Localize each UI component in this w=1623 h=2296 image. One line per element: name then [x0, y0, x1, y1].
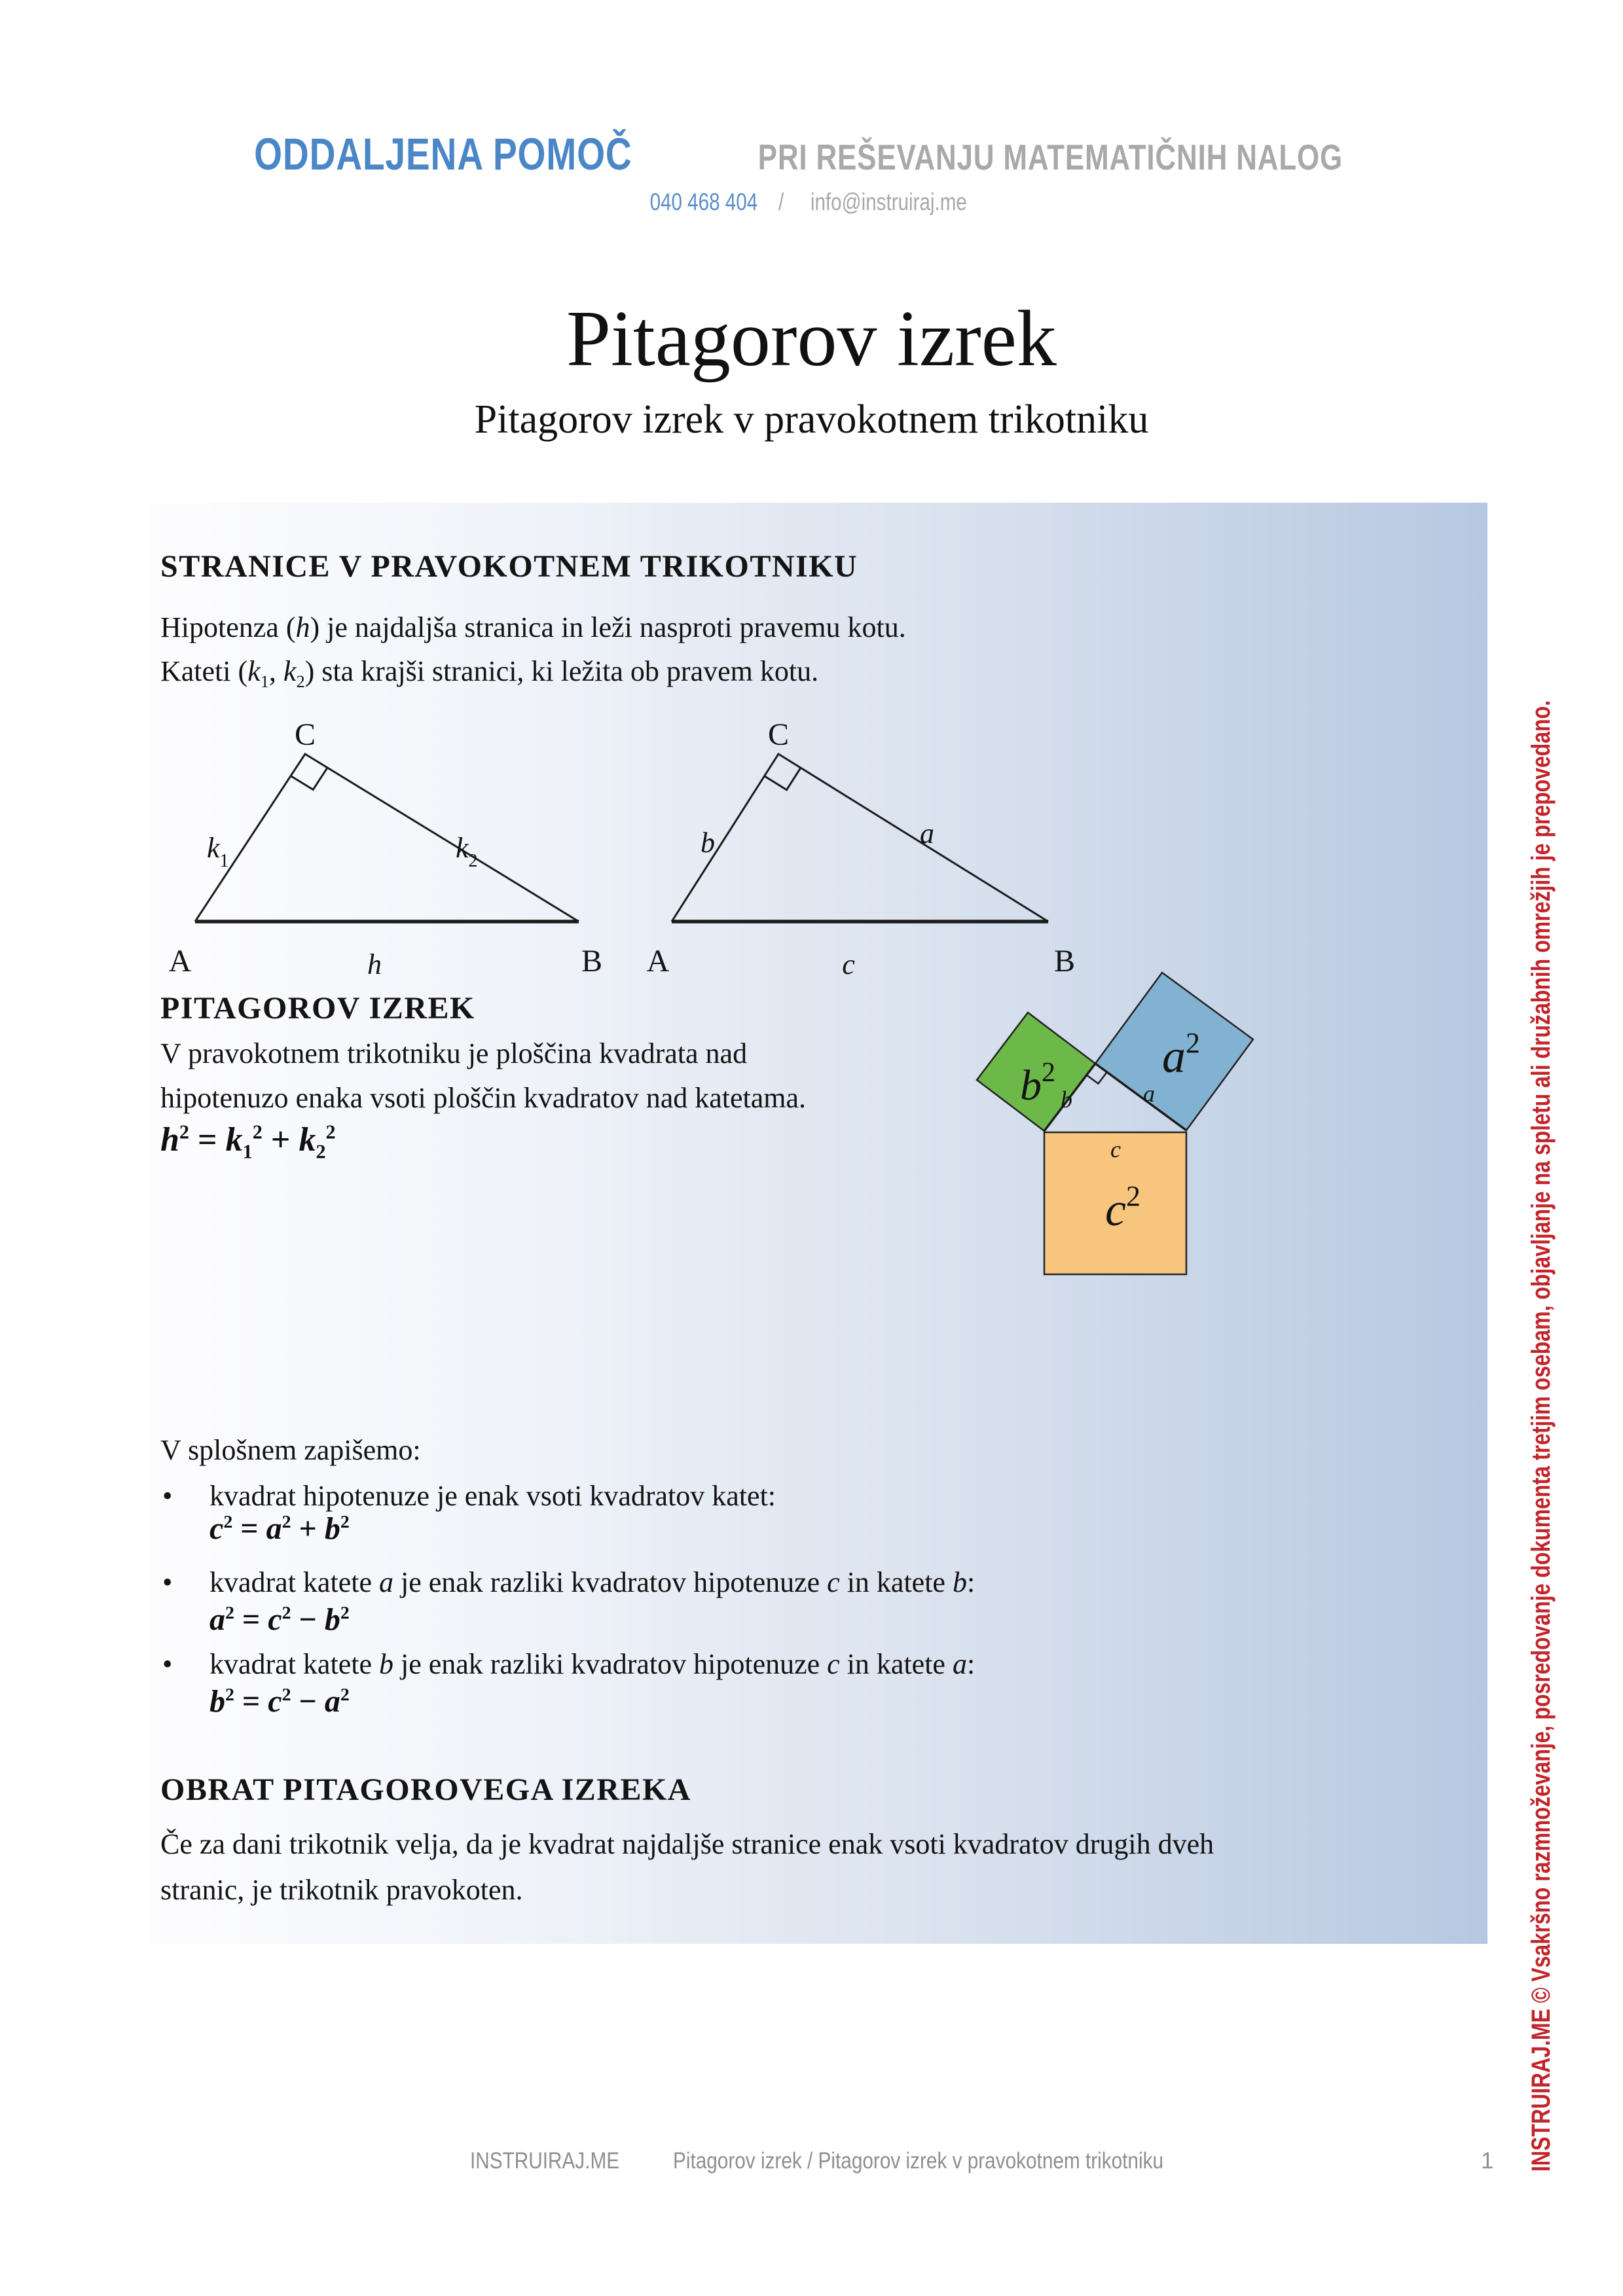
side-label-c: c — [842, 948, 855, 980]
section-heading-stranice: STRANICE V PRAVOKOTNEM TRIKOTNIKU — [160, 549, 858, 584]
pythagoras-squares-figure — [943, 942, 1322, 1322]
brand-tagline: PRI REŠEVANJU MATEMATIČNIH NALOG — [757, 137, 1343, 177]
vertex-label-B: B — [1053, 944, 1076, 978]
math-var-h: h — [295, 611, 310, 643]
math-var-k2: k — [283, 655, 297, 687]
area-label-a2: $a^2$ — [1162, 1027, 1200, 1083]
formula-c2: $c^2 = a^2 + b^2$ — [210, 1511, 350, 1546]
phone-number: 040 468 404 — [649, 188, 758, 215]
obrat-line-2: stranic, je trikotnik pravokoten. — [160, 1874, 523, 1906]
formula-b2: $b^2 = c^2 - a^2$ — [210, 1684, 350, 1719]
vertex-label-A: A — [168, 944, 192, 978]
side-label-b: b — [1061, 1086, 1072, 1113]
side-label-b: b — [701, 827, 715, 859]
section-heading-obrat: OBRAT PITAGOROVEGA IZREKA — [160, 1772, 691, 1807]
triangle-diagram-k — [151, 700, 622, 988]
header-contact — [0, 188, 1623, 216]
bullet-item-1: • kvadrat hipotenuze je enak vsoti kvadratov katet: — [162, 1480, 776, 1512]
copyright-notice-vertical: INSTRUIRAJ.ME © Vsakršno razmnoževanje, posredovanje dokumenta tretjim osebam, objavljanje na spletu ali družabnih omrežjih je prepovedano. — [1527, 700, 1556, 2172]
right-angle-mark — [291, 768, 327, 790]
theorem-line-1: V pravokotnem trikotniku je ploščina kvadrata nad — [160, 1037, 748, 1069]
side-label-h: h — [367, 948, 382, 980]
side-label-c: c — [1110, 1136, 1121, 1162]
vertex-label-C: C — [294, 717, 316, 752]
bullet-item-2: • kvadrat katete a je enak razliki kvadratov hipotenuze c in katete b: — [162, 1566, 976, 1598]
obrat-line-1: Če za dani trikotnik velja, da je kvadrat najdaljše stranice enak vsoti kvadratov drugih dveh — [160, 1828, 1214, 1860]
side-label-k1: $k_1$ — [207, 832, 229, 871]
vertex-label-A: A — [646, 944, 670, 978]
vertex-label-B: B — [581, 944, 603, 978]
intro-line: V splošnem zapišemo: — [160, 1434, 421, 1466]
page-title: Pitagorov izrek — [566, 295, 1057, 383]
side-label-a: a — [1143, 1081, 1155, 1107]
bullet-icon: • — [162, 1648, 173, 1680]
footer-page-number: 1 — [1481, 2148, 1494, 2174]
theorem-line-2: hipotenuzo enaka vsoti ploščin kvadratov nad katetama. — [160, 1082, 807, 1114]
formula-a2: $a^2 = c^2 - b^2$ — [210, 1602, 350, 1637]
paragraph-hipotenza: Hipotenza (h) je najdaljša stranica in leži nasproti pravemu kotu. — [160, 611, 906, 643]
contact-separator: / — [778, 188, 784, 215]
side-label-a: a — [920, 817, 934, 850]
vertex-label-C: C — [767, 717, 790, 752]
triangle-legs — [672, 754, 1048, 922]
triangle-legs — [195, 754, 579, 922]
email-address: info@instruiraj.me — [811, 188, 968, 215]
side-label-k2: $k_2$ — [456, 832, 478, 871]
area-label-b2: $b^2$ — [1020, 1058, 1055, 1109]
formula-h2: $h^2 = k_1^2 + k_2^2$ — [160, 1121, 336, 1163]
right-angle-mark — [1087, 1072, 1107, 1084]
bullet-icon: • — [162, 1480, 173, 1512]
footer-brand: INSTRUIRAJ.ME — [470, 2148, 620, 2174]
footer-document-title: Pitagorov izrek / Pitagorov izrek v pravokotnem trikotniku — [673, 2148, 1164, 2174]
section-heading-pitagorov-izrek: PITAGOROV IZREK — [160, 991, 475, 1026]
header — [0, 128, 1623, 180]
right-angle-mark — [765, 768, 801, 790]
bullet-item-3: • kvadrat katete b je enak razliki kvadratov hipotenuze c in katete a: — [162, 1648, 976, 1680]
page-subtitle: Pitagorov izrek v pravokotnem trikotniku — [474, 397, 1149, 442]
brand-logo-text: ODDALJENA POMOČ — [254, 129, 632, 179]
paragraph-kateti: Kateti ($k_1$, $k_2$) sta krajši stranici, ki ležita ob pravem kotu. — [160, 655, 819, 691]
math-var-k1: k — [247, 655, 261, 687]
area-label-c2: $c^2$ — [1105, 1180, 1140, 1236]
bullet-icon: • — [162, 1566, 173, 1598]
content-card — [149, 503, 1487, 1944]
